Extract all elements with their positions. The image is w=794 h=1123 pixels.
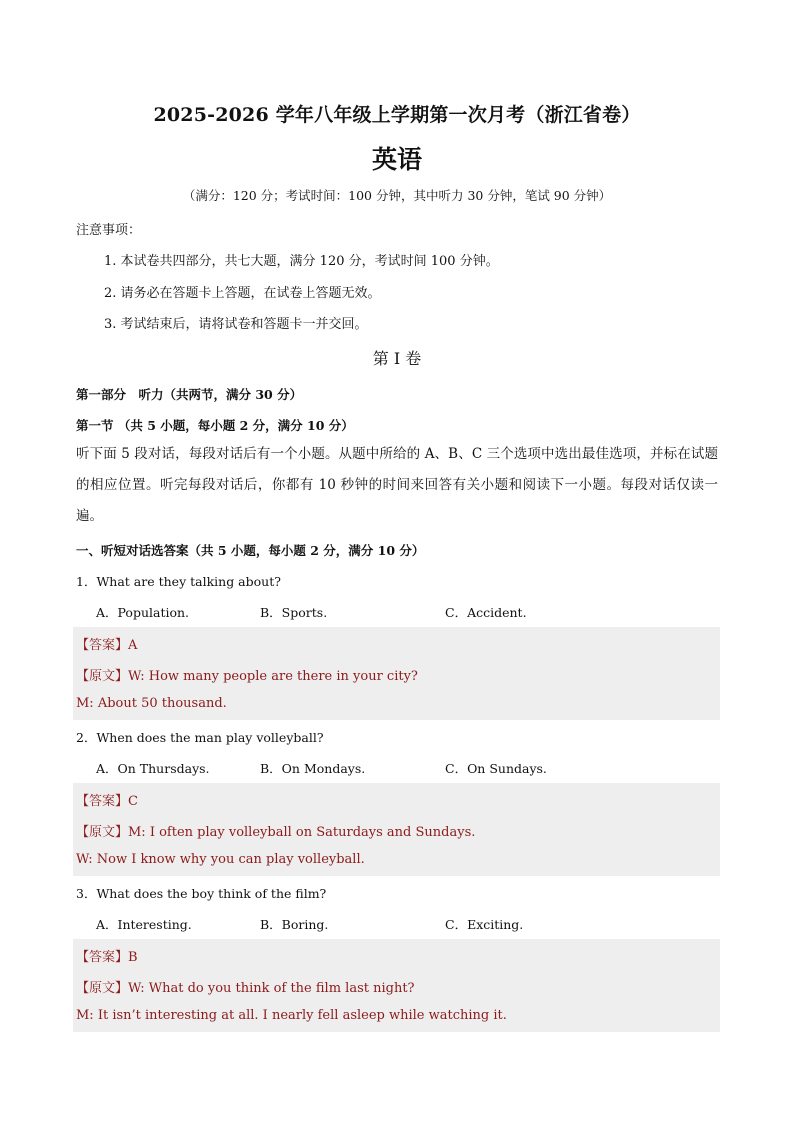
transcript-line: 【原文】W: How many people are there in your city? (76, 669, 418, 684)
transcript-line: W: Now I know why you can play volleyball. (76, 852, 365, 867)
subject-title: 英语 (371, 145, 422, 174)
part-heading: 第一部分 听力（共两节，满分 30 分） (76, 387, 303, 402)
option-b: B．Sports. (260, 605, 328, 620)
exam-title: 2025-2026 学年八年级上学期第一次月考（浙江省卷） (153, 104, 641, 126)
option-c: C．Accident. (445, 605, 527, 620)
task-heading: 一、听短对话选答案（共 5 小题，每小题 2 分，满分 10 分） (76, 543, 425, 558)
transcript-line: M: About 50 thousand. (76, 696, 227, 711)
option-c: C．On Sundays. (445, 761, 547, 776)
option-b: B．Boring. (260, 917, 329, 932)
transcript-line: M: It isn’t interesting at all. I nearly fell asleep while watching it. (76, 1008, 507, 1023)
option-a: A．Population. (96, 605, 190, 620)
volume-heading: 第 I 卷 (372, 349, 422, 368)
option-a: A．Interesting. (96, 917, 192, 932)
option-c: C．Exciting. (445, 917, 524, 932)
answer-label: 【答案】B (76, 950, 138, 965)
question-2: 2．When does the man play volleyball? (76, 730, 324, 745)
answer-label: 【答案】C (76, 794, 138, 809)
question-1: 1．What are they talking about? (76, 574, 281, 589)
option-b: B．On Mondays. (260, 761, 366, 776)
instructions: 听下面 5 段对话，每段对话后有一个小题。从题中所给的 A、B、C 三个选项中选出最佳选项，并标在试题的相应位置。听完每段对话后，你都有 10 秒钟的时间来回答有关小题和阅读下一小题。每段对话仅读一遍。 (76, 446, 718, 524)
notes-heading: 注意事项： (76, 223, 142, 238)
transcript-line: 【原文】M: I often play volleyball on Saturdays and Sundays. (76, 825, 476, 840)
transcript-line: 【原文】W: What do you think of the film last night? (76, 981, 415, 996)
exam-meta: （满分：120 分；考试时间：100 分钟，其中听力 30 分钟，笔试 90 分钟） (182, 188, 612, 203)
question-3: 3．What does the boy think of the film? (76, 886, 327, 901)
note-item: 3. 考试结束后，请将试卷和答题卡一并交回。 (104, 317, 368, 332)
option-a: A．On Thursdays. (96, 761, 210, 776)
note-item: 2. 请务必在答题卡上答题，在试卷上答题无效。 (104, 286, 381, 301)
section-heading: 第一节 （共 5 小题，每小题 2 分，满分 10 分） (76, 418, 354, 433)
note-item: 1. 本试卷共四部分，共七大题，满分 120 分，考试时间 100 分钟。 (104, 254, 499, 269)
answer-label: 【答案】A (76, 638, 138, 653)
